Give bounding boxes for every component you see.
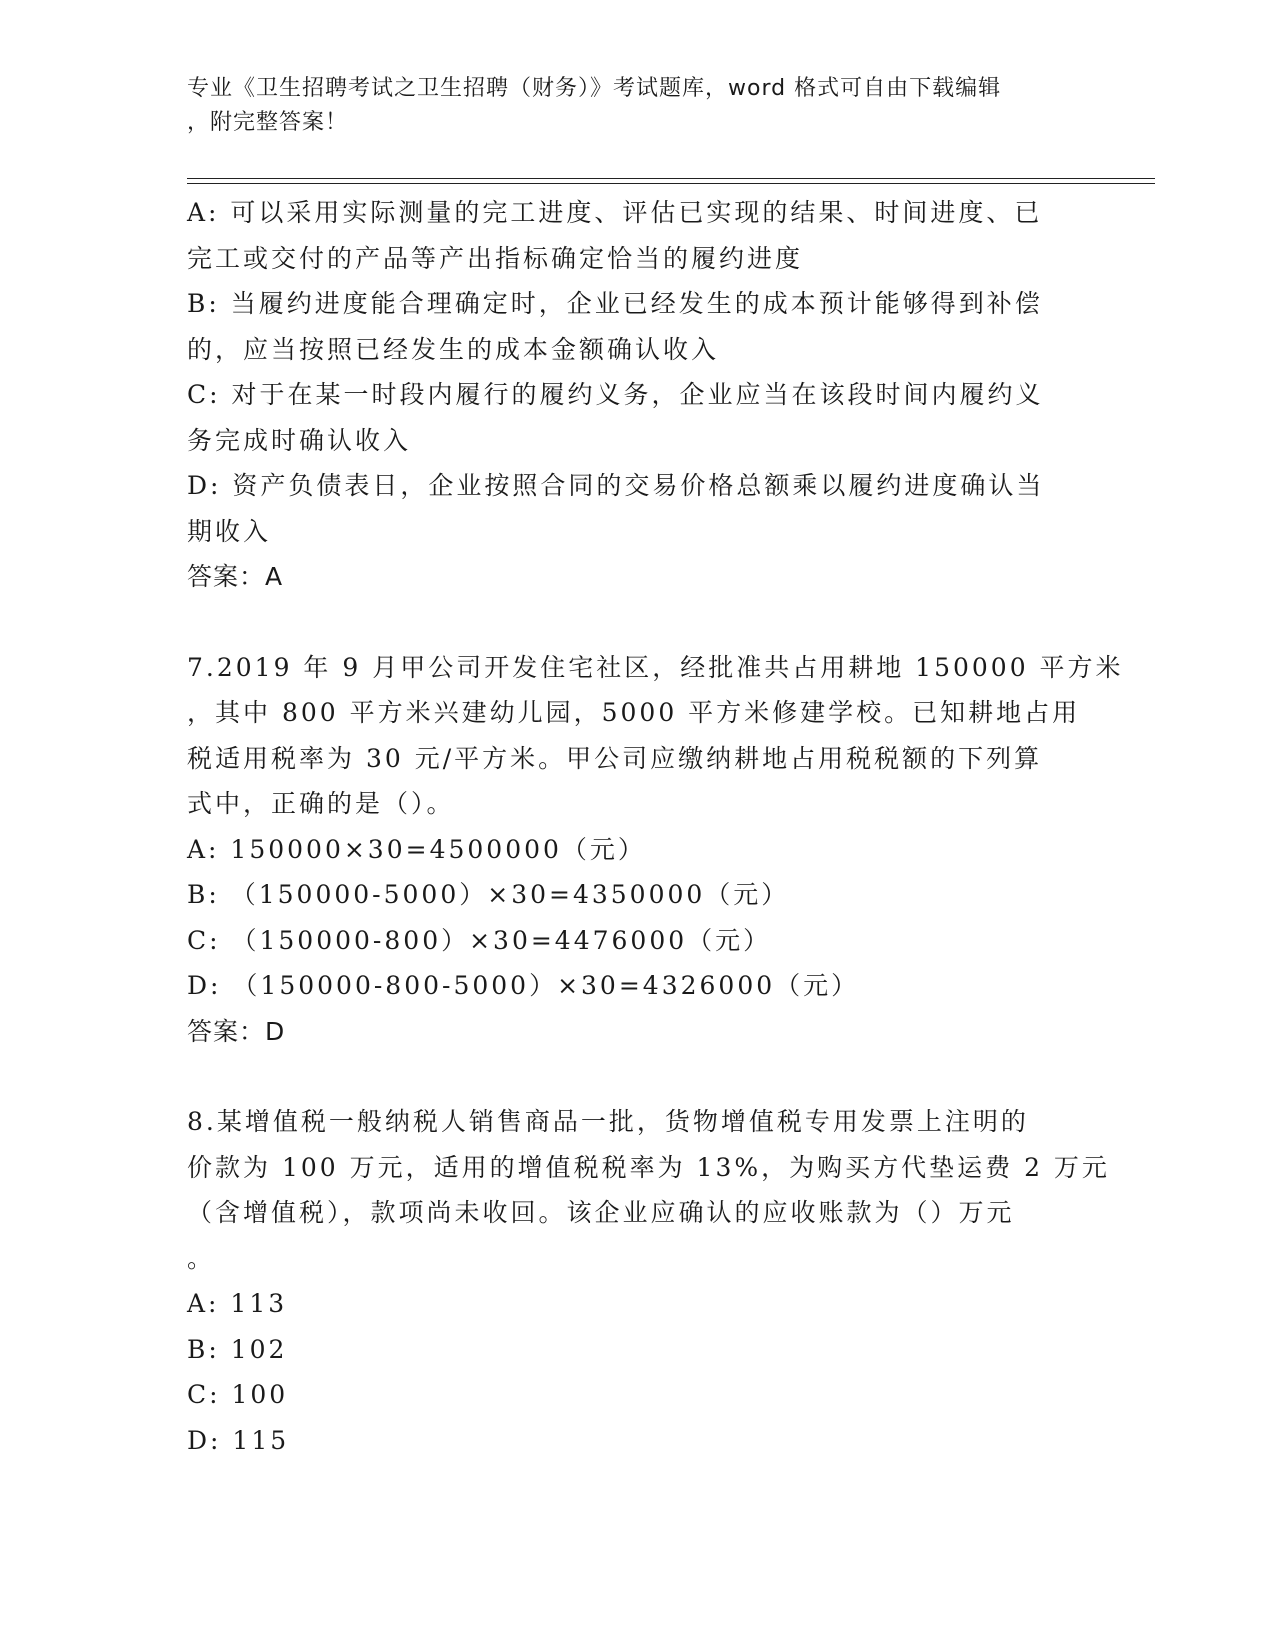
header-divider	[187, 183, 1155, 184]
option-line: 的，应当按照已经发生的成本金额确认收入	[187, 334, 720, 364]
option-line: C: 对于在某一时段内履行的履约义务，企业应当在该段时间内履约义	[187, 380, 1044, 409]
option-line: A: 可以采用实际测量的完工进度、评估已实现的结果、时间进度、已	[187, 198, 1043, 227]
question-line: 式中，正确的是（）。	[187, 789, 455, 818]
option-line: B: 当履约进度能合理确定时，企业已经发生的成本预计能够得到补偿	[187, 289, 1043, 318]
spacer	[187, 600, 1087, 645]
answer-label: 答案：D	[187, 1016, 286, 1046]
question-line: 8.某增值税一般纳税人销售商品一批，货物增值税专用发票上注明的	[187, 1107, 1029, 1136]
option-line: D: 115	[187, 1425, 290, 1455]
question-line: 税适用税率为 30 元/平方米。甲公司应缴纳耕地占用税税额的下列算	[187, 743, 1043, 773]
document-header	[187, 72, 1067, 140]
question-6-options	[187, 190, 1087, 600]
header-divider	[187, 178, 1155, 179]
question-line: 。	[187, 1243, 216, 1273]
option-line: C: （150000-800）×30=4476000（元）	[187, 925, 772, 955]
option-line: B: （150000-5000）×30=4350000（元）	[187, 880, 790, 909]
question-line: 7.2019 年 9 月甲公司开发住宅社区，经批准共占用耕地 150000 平方米	[187, 652, 1124, 682]
option-line: A: 113	[187, 1289, 288, 1318]
option-line: 完工或交付的产品等产出指标确定恰当的履约进度	[187, 243, 804, 273]
answer-label: 答案：A	[187, 562, 284, 591]
document-body	[187, 190, 1124, 1463]
option-line: D: （150000-800-5000）×30=4326000（元）	[187, 971, 860, 1000]
header-line: ，附完整答案！	[187, 110, 349, 135]
header-line: 专业《卫生招聘考试之卫生招聘（财务）》考试题库，word 格式可自由下载编辑	[187, 76, 1002, 101]
question-7	[187, 645, 1124, 1055]
question-line: 价款为 100 万元，适用的增值税税率为 13%，为购买方代垫运费 2 万元	[187, 1152, 1110, 1182]
option-line: C: 100	[187, 1380, 289, 1409]
option-line: 期收入	[187, 516, 272, 546]
option-line: 务完成时确认收入	[187, 425, 412, 455]
option-line: D: 资产负债表日，企业按照合同的交易价格总额乘以履约进度确认当	[187, 471, 1045, 500]
question-line: ，其中 800 平方米兴建幼儿园，5000 平方米修建学校。已知耕地占用	[187, 698, 1081, 727]
spacer	[187, 1054, 1087, 1099]
question-8	[187, 1099, 1110, 1463]
option-line: B: 102	[187, 1334, 288, 1364]
question-line: （含增值税），款项尚未收回。该企业应确认的应收账款为（）万元	[187, 1198, 1015, 1227]
option-line: A: 150000×30=4500000（元）	[187, 834, 646, 864]
